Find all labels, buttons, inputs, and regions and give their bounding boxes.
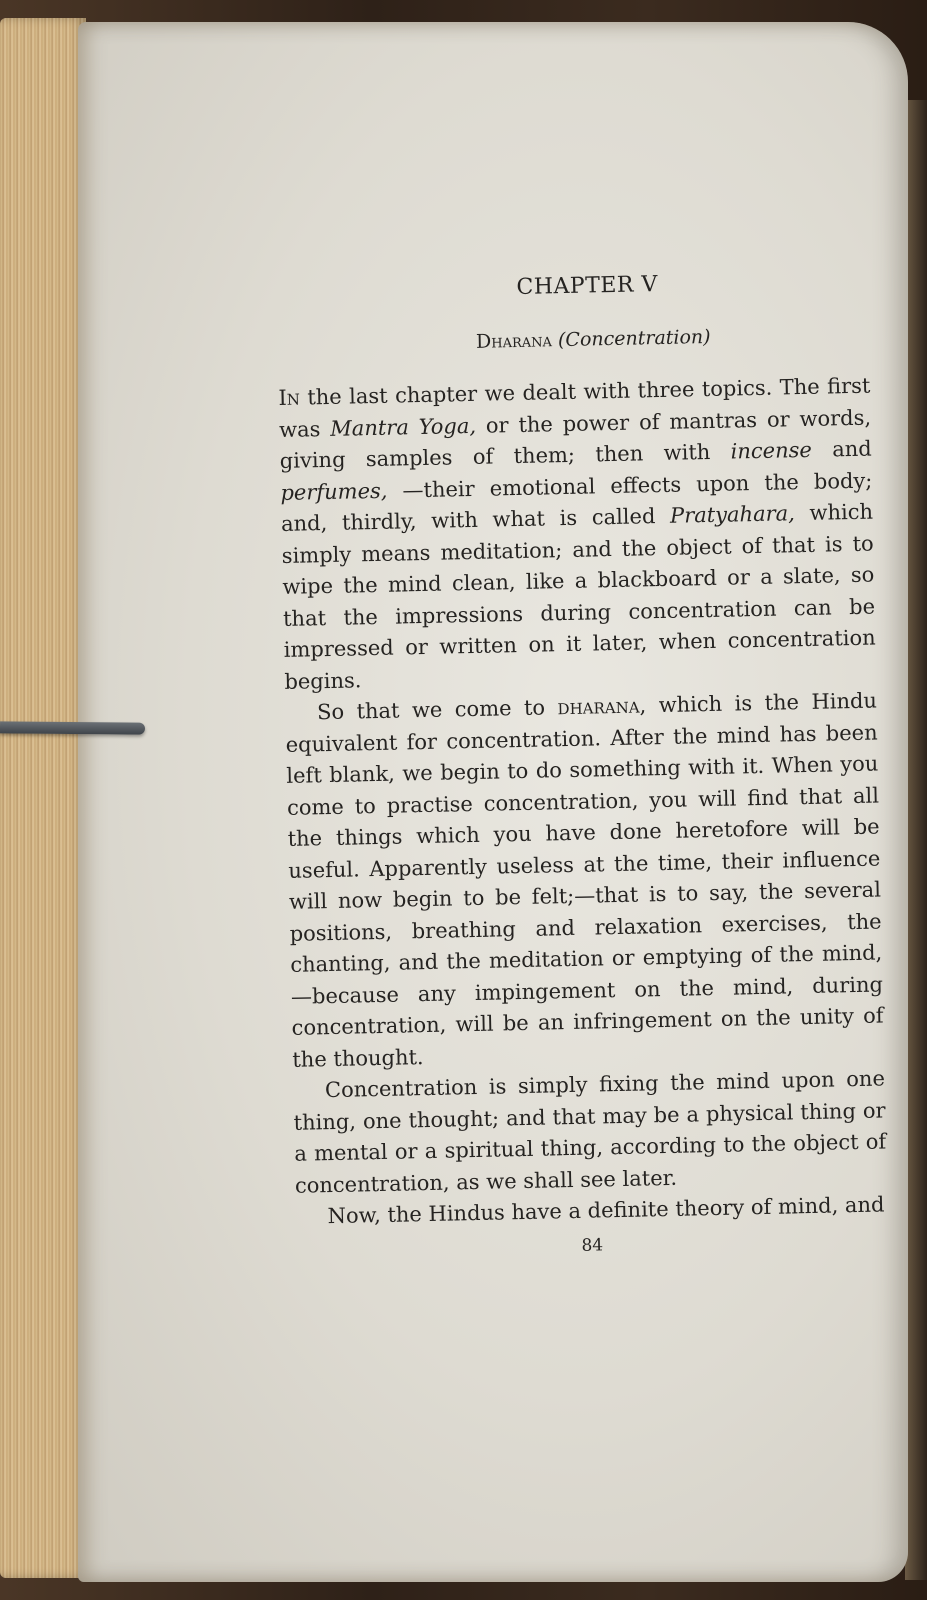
paragraph-text: which simply means meditation; and the object of that is to wipe the mind clean, like a blackboard or a slate, so that the impressions during concentration can be impressed or written on it later, when concentration begins. (281, 499, 876, 694)
paragraph-text: the last chapter we dealt with three topics. The first was (278, 373, 871, 442)
paragraph-text: or the power of mantras or words, giving samples of them; then with (279, 405, 872, 473)
ribbon-bookmark (0, 721, 145, 734)
paragraph-text: —their emotional effects upon the body; and, thirdly, with what is called (280, 468, 873, 536)
italic-term: Mantra Yoga, (330, 413, 477, 441)
paragraph-4: Now, the Hindus have a definite theory of mind, and (327, 1192, 885, 1229)
subtitle-paren: (Concentration) (557, 325, 711, 352)
subtitle-main: Dharana (475, 329, 553, 353)
page-edges (0, 18, 86, 1578)
italic-term: perfumes, (280, 478, 388, 505)
chapter-subtitle (277, 323, 869, 357)
book-spine-edge (905, 100, 927, 1580)
chapter-title: CHAPTER V (516, 272, 659, 300)
paragraph-1 (278, 371, 876, 698)
paragraph-lead: In (278, 385, 301, 410)
paragraph-3: Concentration is simply fixing the mind upon one thing, one thought; and that may be a physical thing or a mental or a spiritual thing, according to the object of concentration, as we shall see later. (293, 1066, 887, 1198)
italic-term: incense (730, 437, 813, 464)
small-caps-term: dharana, (557, 693, 647, 720)
paragraph-text: which is the Hindu equivalent for concentration. After the mind has been left blank, we begin to do something with it. When you come to practise concentration, you will find that all the things which you have done heretofore will be useful. Apparently useless at the time, their influence will now begin to be felt;—that is to say, the several positions, breathing and relaxation exercises, the chanting, and the meditation or emptying of the mind, —because any impingement on the mind, during concentration, will be an infringement on the unity of the thought. (285, 688, 884, 1072)
paragraph-2 (285, 686, 885, 1076)
page-number: 84 (581, 1234, 604, 1256)
paragraph-text: So that we come to (316, 695, 558, 725)
paragraph-text: and (811, 436, 872, 462)
italic-term: Pratyahara, (669, 501, 796, 528)
page-text (276, 268, 888, 1262)
